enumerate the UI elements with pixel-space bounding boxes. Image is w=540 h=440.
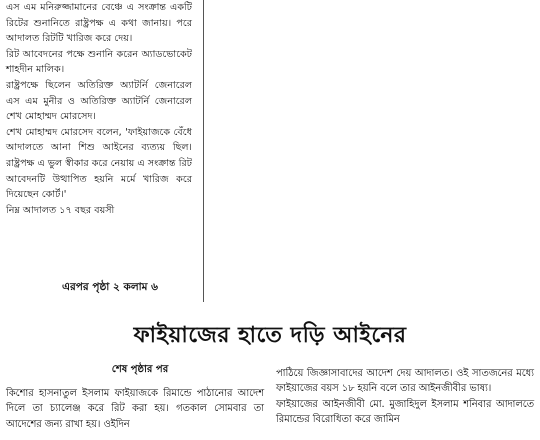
article-right-column [276, 366, 534, 428]
paragraph: কিশোর হাসনাতুল ইসলাম ফাইয়াজকে রিমান্ডে পাঠানোর আদেশ দিলে তা চ্যালেঞ্জ করে রিট করা হয়। গতকাল সোমবার তা আদেশের জন্য রাখা হয়। ওইদিন [6, 388, 264, 430]
article-headline: ফাইয়াজের হাতে দড়ি আইনের [133, 322, 407, 348]
continued-from-label: শেষ পৃষ্ঠার পর [111, 364, 169, 375]
paragraph: এস এম মনিরুজ্জামানের বেঞ্চে এ সংক্রান্ত একটি রিটের শুনানিতে রাষ্ট্রপক্ষ এ কথা জানায়। পরে আদালত রিটটি খারিজ করে দেয়। [6, 2, 192, 45]
paragraph: ফাইয়াজের আইনজীবী মো. মুজাহিদুল ইসলাম শনিবার আদালতে রিমান্ডের বিরোধিতা করে জামিন [276, 398, 534, 426]
continued-on-line: এরপর পৃষ্ঠা ২ কলাম ৬ [62, 281, 158, 293]
paragraph: শেখ মোহাম্মদ মোরসেদ বলেন, 'ফাইয়াজকে বেঁধে আদালতে আনা শিশু আইনের ব্যত্যয় ছিল। রাষ্ট্রপক্ষ এ ভুল স্বীকার করে নেয়ায় এ সংক্রান্ত রিট আবেদনটি উত্থাপিত হয়নি মর্মে খারিজ করে দিয়েছেন কোর্ট।' [6, 126, 192, 201]
top-article-column [6, 0, 192, 218]
column-divider [203, 0, 204, 302]
paragraph: পাঠিয়ে জিজ্ঞাসাবাদের আদেশ দেয় আদালত। ওই সাতজনের মধ্যে ফাইয়াজের বয়স ১৮ হয়নি বলে তার আইনজীবীর ভাষ্য। [276, 368, 534, 395]
article-left-column [6, 386, 264, 432]
paragraph: রিট আবেদনের পক্ষে শুনানি করেন অ্যাডভোকেট শাহদীন মালিক। [6, 48, 192, 76]
paragraph: রাষ্ট্রপক্ষে ছিলেন অতিরিক্ত অ্যাটর্নি জেনারেল এস এম মুনীর ও অতিরিক্ত অ্যাটর্নি জেনারেল শেখ মোহাম্মদ মোরসেদ। [6, 79, 192, 123]
paragraph: নিম্ন আদালত ১৭ বছর বয়সী [6, 204, 115, 216]
